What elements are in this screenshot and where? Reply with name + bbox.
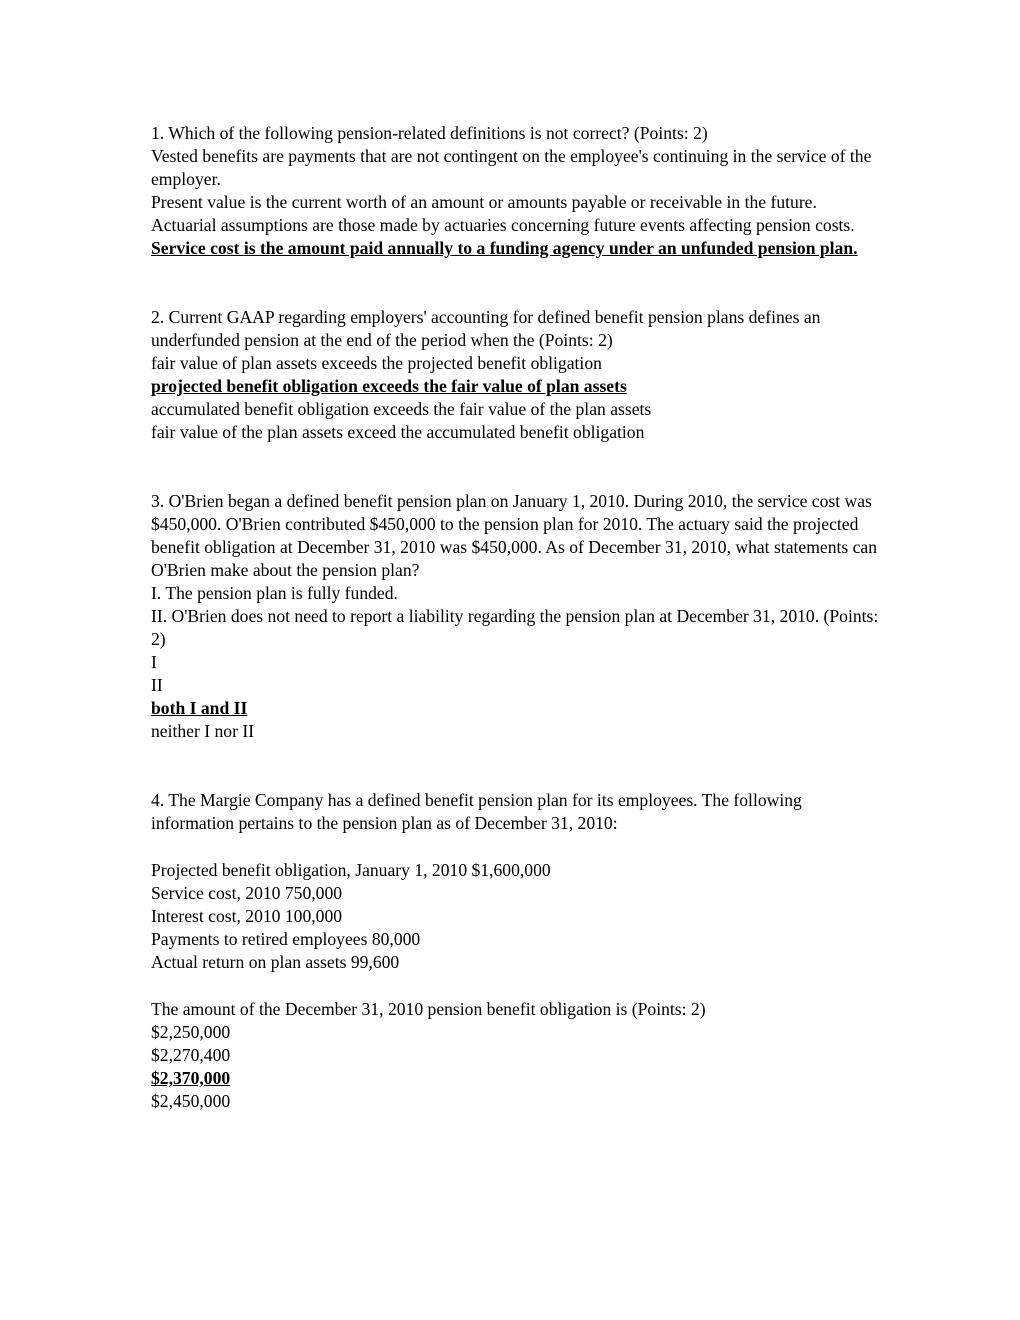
question-3-option-c: both I and II bbox=[151, 698, 248, 718]
question-3-option-b: II bbox=[151, 675, 163, 695]
question-1-option-a: Vested benefits are payments that are not contingent on the employee's continuing in the service of the employer. bbox=[151, 146, 876, 189]
question-2-option-b: projected benefit obligation exceeds the fair value of plan assets bbox=[151, 376, 627, 396]
question-3-option-a: I bbox=[151, 652, 157, 672]
question-1-option-c: Actuarial assumptions are those made by actuaries concerning future events affecting pension costs. bbox=[151, 215, 855, 235]
question-3-prompt: 3. O'Brien began a defined benefit pension plan on January 1, 2010. During 2010, the service cost was $450,000. O'Brien contributed $450,000 to the pension plan for 2010. The actuary said the projected benefit obligation at December 31, 2010 was $450,000. As of December 31, 2010, what statements can O'Brien make about the pension plan? bbox=[151, 491, 882, 580]
question-4-data-line-5: Actual return on plan assets 99,600 bbox=[151, 952, 400, 972]
question-4-data-line-3: Interest cost, 2010 100,000 bbox=[151, 906, 343, 926]
question-4-option-c: $2,370,000 bbox=[151, 1068, 231, 1088]
question-4-option-d: $2,450,000 bbox=[151, 1091, 231, 1111]
question-4-prompt: 4. The Margie Company has a defined benefit pension plan for its employees. The following information pertains to the pension plan as of December 31, 2010: bbox=[151, 790, 807, 833]
question-2 bbox=[151, 306, 881, 444]
question-2-option-d: fair value of the plan assets exceed the accumulated benefit obligation bbox=[151, 422, 645, 442]
question-3-option-d: neither I nor II bbox=[151, 721, 255, 741]
document-page bbox=[151, 122, 881, 1113]
question-4-data-line-4: Payments to retired employees 80,000 bbox=[151, 929, 421, 949]
question-3-statement-1: I. The pension plan is fully funded. bbox=[151, 583, 398, 603]
question-2-option-c: accumulated benefit obligation exceeds the fair value of the plan assets bbox=[151, 399, 652, 419]
question-1-prompt: 1. Which of the following pension-related definitions is not correct? (Points: 2) bbox=[151, 123, 708, 143]
question-1-option-d: Service cost is the amount paid annually to a funding agency under an unfunded pension plan. bbox=[151, 238, 858, 258]
question-3-statement-2: II. O'Brien does not need to report a liability regarding the pension plan at December 31, 2010. (Points: 2) bbox=[151, 606, 883, 649]
question-4-data-line-2: Service cost, 2010 750,000 bbox=[151, 883, 343, 903]
question-1-option-b: Present value is the current worth of an amount or amounts payable or receivable in the future. bbox=[151, 192, 817, 212]
question-4 bbox=[151, 789, 881, 1113]
question-2-option-a: fair value of plan assets exceeds the projected benefit obligation bbox=[151, 353, 602, 373]
question-1 bbox=[151, 122, 881, 260]
question-2-prompt: 2. Current GAAP regarding employers' accounting for defined benefit pension plans defines an underfunded pension at the end of the period when the (Points: 2) bbox=[151, 307, 825, 350]
question-4-option-b: $2,270,400 bbox=[151, 1045, 231, 1065]
question-4-option-a: $2,250,000 bbox=[151, 1022, 231, 1042]
question-3 bbox=[151, 490, 881, 743]
question-4-question: The amount of the December 31, 2010 pension benefit obligation is (Points: 2) bbox=[151, 999, 706, 1019]
question-4-data-line-1: Projected benefit obligation, January 1, 2010 $1,600,000 bbox=[151, 860, 551, 880]
